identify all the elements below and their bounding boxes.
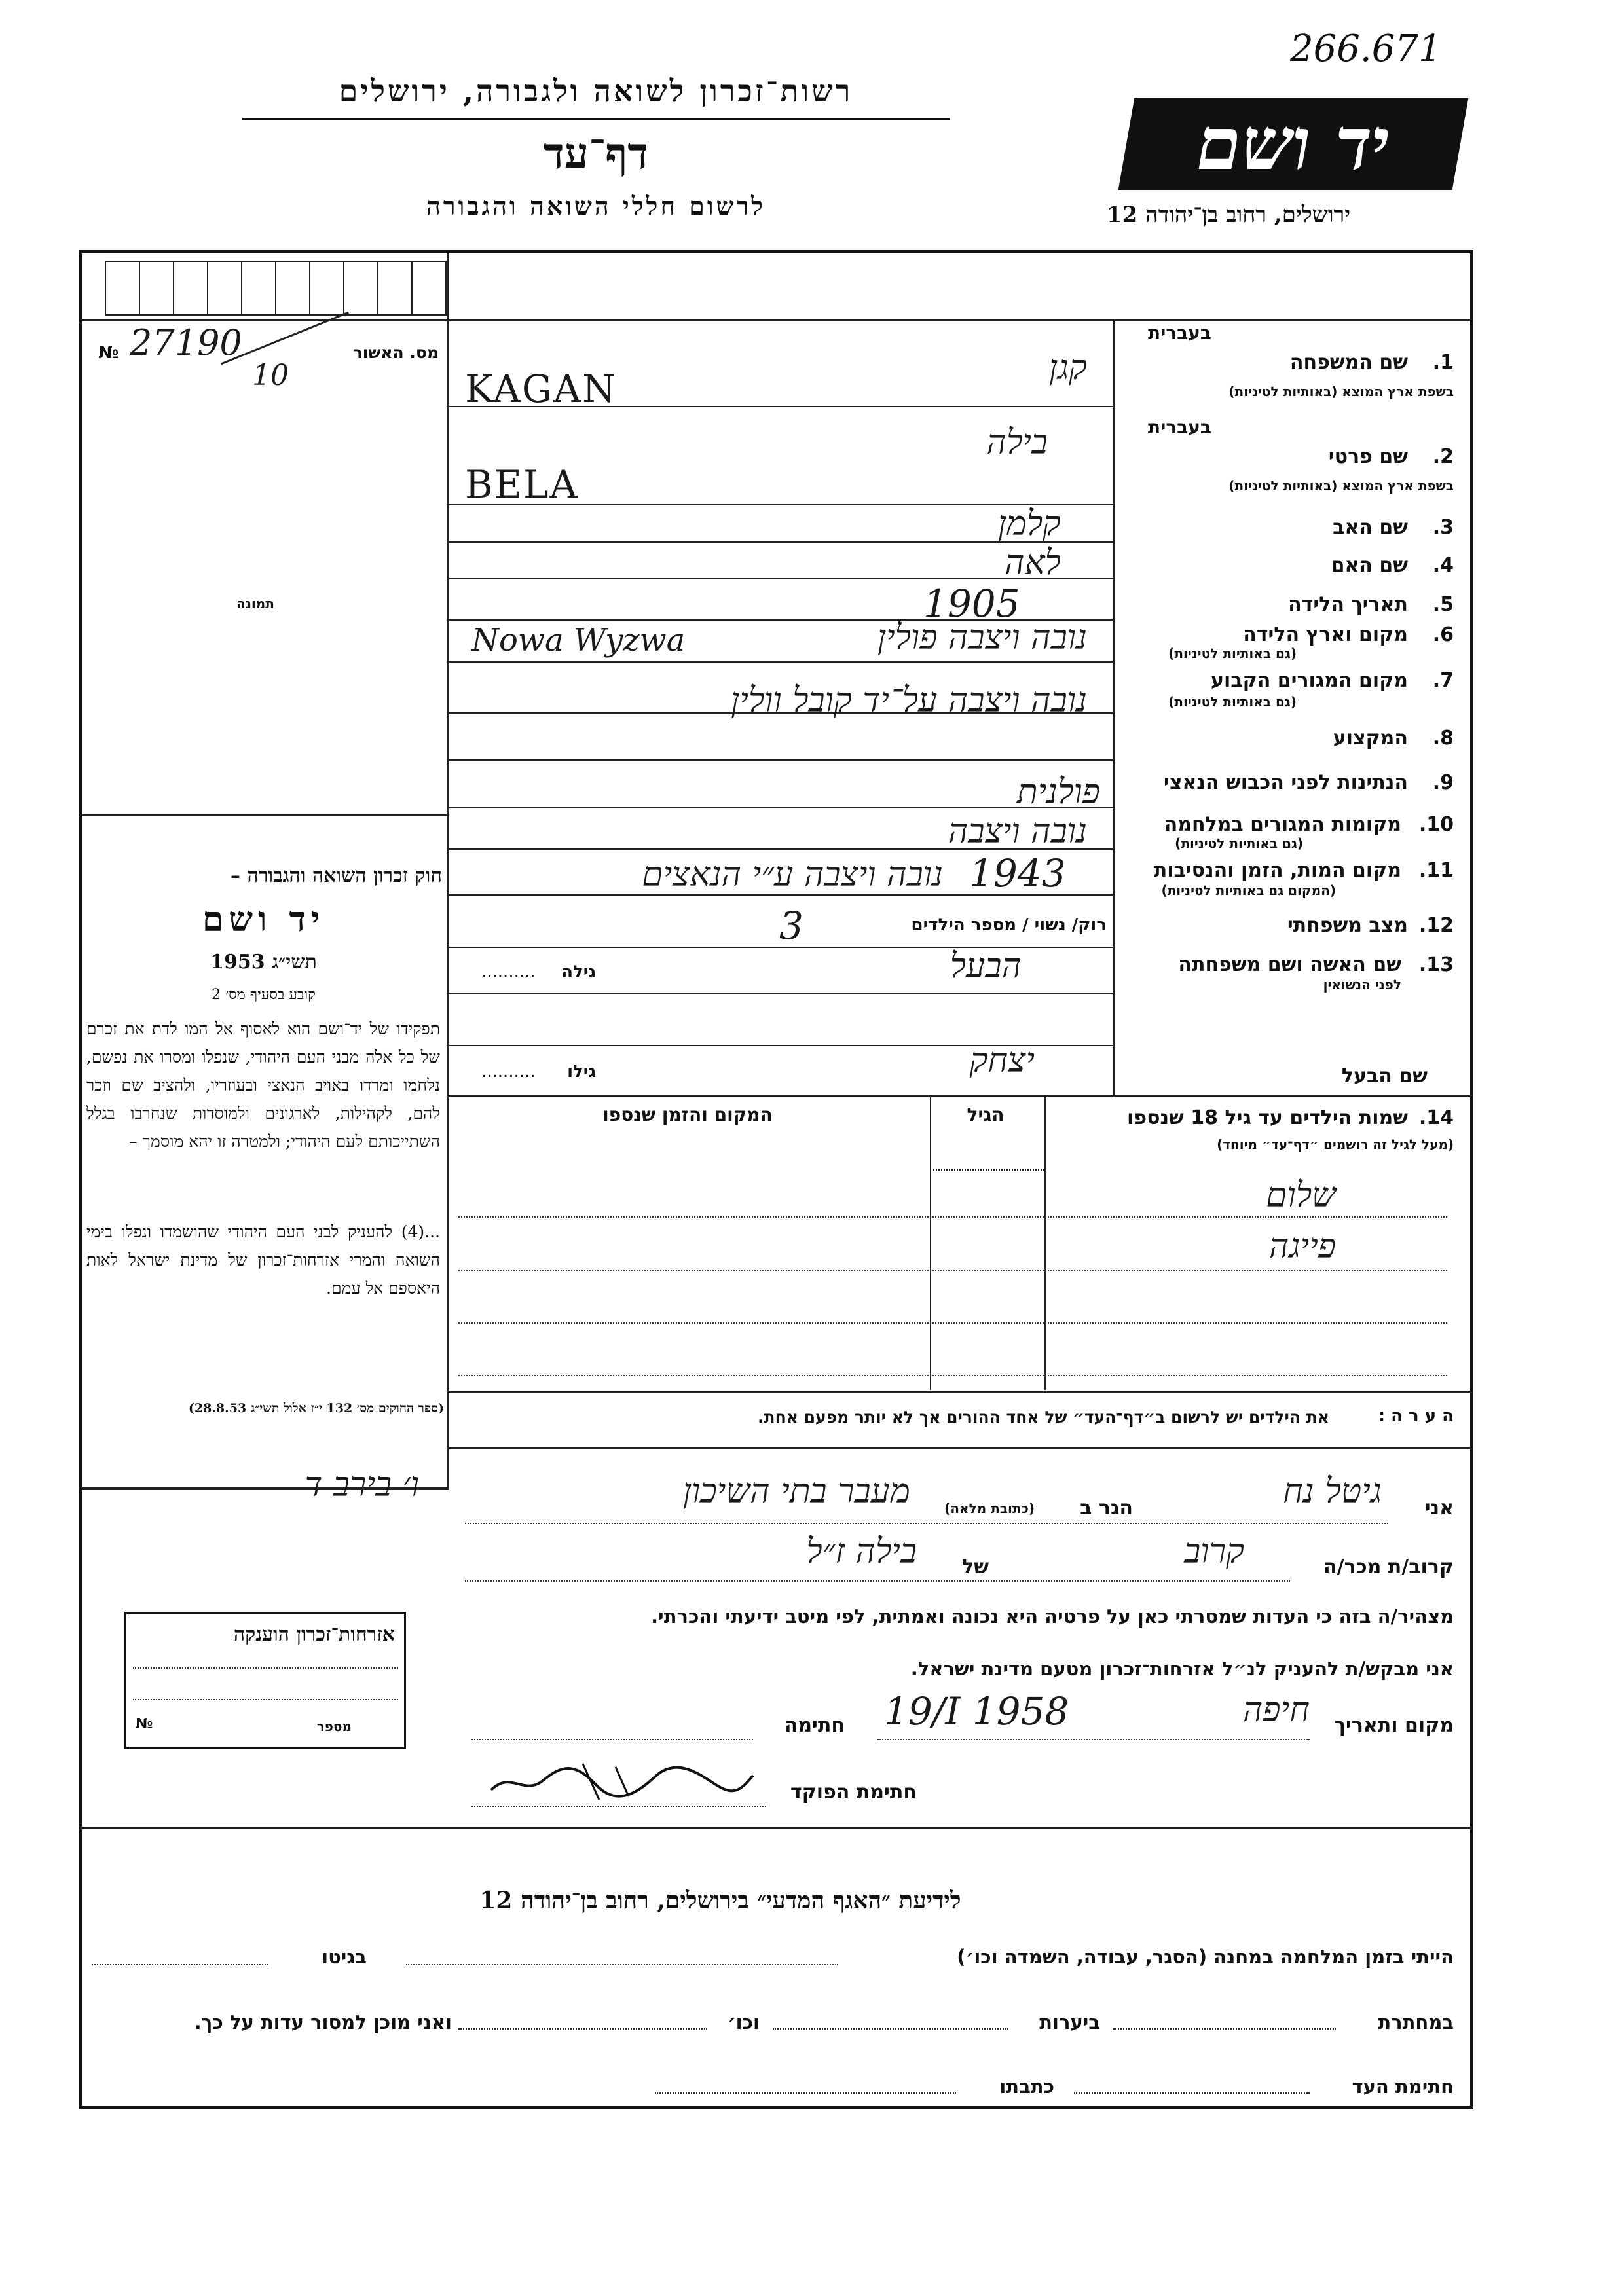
field-13-value: הבעל xyxy=(950,947,1022,986)
declaration-address: מעבר בתי השיכון xyxy=(682,1472,910,1511)
law-name: יד ושם xyxy=(202,900,325,939)
bottom-line1-dots-2 xyxy=(92,1964,268,1965)
bottom-line2-dots-2 xyxy=(773,2028,1008,2030)
field-2-number: 2. xyxy=(1432,445,1454,468)
field-2-hebrew-value: בילה xyxy=(986,423,1048,462)
bottom-line1-a: הייתי בזמן המלחמה במחנה (הסגר, עבודה, השמדה וכו׳) xyxy=(957,1946,1454,1968)
field-2-sub: בשפת ארץ המוצא (באותיות לטיניות) xyxy=(1228,478,1454,494)
bottom-line2-dots-1 xyxy=(1113,2028,1336,2030)
bottom-line2-b: ביערות xyxy=(1039,2011,1100,2033)
field-6-latin-value: Nowa Wyzwa xyxy=(471,622,686,659)
field-5-value: 1905 xyxy=(923,581,1020,626)
children-number: 14. xyxy=(1418,1106,1454,1129)
declaration-resides-label: הגר ב xyxy=(1080,1497,1133,1520)
children-age-header: הגיל xyxy=(967,1104,1005,1125)
bottom-line3-dots-2 xyxy=(655,2092,956,2094)
husband-value: יצחק xyxy=(969,1041,1035,1080)
officer-signature-label: חתימת הפוקד xyxy=(790,1781,917,1804)
signature-label: חתימה xyxy=(784,1714,845,1737)
citizenship-title: אזרחות־זכרון הוענקה xyxy=(233,1623,395,1646)
children-col-divider-1 xyxy=(930,1095,931,1390)
child-name-2: פייגה xyxy=(1268,1227,1336,1266)
law-clause: קובע בסעיף מס׳ 2 xyxy=(212,987,316,1003)
row-top xyxy=(448,319,1471,321)
label-column-divider xyxy=(1113,319,1115,1095)
law-title: חוק זכרון השואה והגבורה – xyxy=(231,864,442,887)
date-value: 19/I 1958 xyxy=(884,1689,1069,1734)
field-3-value: קלמן xyxy=(997,504,1061,543)
cert-number: 27190 xyxy=(130,322,242,363)
bottom-section-top xyxy=(81,1827,1471,1829)
field-9-number: 9. xyxy=(1432,771,1454,794)
field-13-label: שם האשה ושם משפחתה xyxy=(1178,953,1401,976)
husband-age-dots: .......... xyxy=(481,1062,536,1082)
field-1-label: שם המשפחה xyxy=(1289,351,1408,374)
row-line xyxy=(448,759,1113,761)
declaration-i-label: אני xyxy=(1424,1497,1454,1520)
field-5-label: תאריך הלידה xyxy=(1288,593,1408,616)
field-13-number: 13. xyxy=(1418,953,1454,976)
row-line xyxy=(448,661,1113,663)
declaration-statement: מצהיר/ה בזה כי העדות שמסרתי כאן על פרטיה היא נכונה ואמתית, לפי מיטב ידיעתי והכרתי. xyxy=(651,1605,1454,1628)
note-bottom xyxy=(448,1447,1471,1449)
field-11-value: נובה ויצבה ע״י הנאצים xyxy=(642,855,943,894)
children-header-line xyxy=(930,1169,1044,1171)
citizenship-number-prefix: № xyxy=(136,1716,153,1732)
declaration-line-1 xyxy=(465,1523,1388,1524)
field-13-age-label: גילה xyxy=(561,962,596,982)
index-boxes xyxy=(105,261,447,316)
children-row-line xyxy=(458,1375,1447,1376)
declaration-name: גיטל נח xyxy=(1283,1472,1382,1511)
field-4-label: שם האם xyxy=(1331,554,1408,577)
signature-line xyxy=(471,1739,753,1740)
field-5-number: 5. xyxy=(1432,593,1454,616)
place-value: חיפה xyxy=(1242,1690,1310,1730)
bottom-line3-b: כתבתו xyxy=(999,2075,1054,2098)
field-6-sub: (גם באותיות לטיניות) xyxy=(1168,646,1297,661)
field-2-label: שם פרטי xyxy=(1328,445,1408,468)
citizenship-number-label: מספר xyxy=(316,1719,352,1734)
field-7-number: 7. xyxy=(1432,669,1454,692)
form-title: דף־עד xyxy=(543,128,649,179)
field-10-label: מקומות המגורים במלחמה xyxy=(1164,813,1401,836)
field-11-year: 1943 xyxy=(969,851,1066,896)
cert-number-label: מס. האשור xyxy=(352,343,439,362)
bottom-line2-d: ואני מוכן למסור עדות על כך. xyxy=(194,2011,452,2033)
field-12-options: רוק/ נשוי / מספר הילדים xyxy=(911,915,1107,935)
declaration-relative-label: קרוב/ת מכר/ה xyxy=(1323,1556,1454,1578)
field-13-sub: לפני הנשואין xyxy=(1323,977,1401,993)
note-text: את הילדים יש לרשום ב״דף־העד״ של אחד ההורים אך לא יותר מפעם אחת. xyxy=(758,1408,1329,1427)
declaration-of-label: של xyxy=(962,1556,989,1578)
field-12-number: 12. xyxy=(1418,914,1454,937)
child-name-1: שלום xyxy=(1266,1176,1336,1215)
children-top xyxy=(448,1095,1471,1097)
field-11-number: 11. xyxy=(1418,859,1454,882)
declaration-request: אני מבקש/ת להעניק לנ״ל אזרחות־זכרון מטעם מדינת ישראל. xyxy=(910,1658,1454,1680)
law-year: תשי״ג 1953 xyxy=(210,951,317,974)
form-subtitle: לרשום חללי השואה והגבורה xyxy=(426,191,766,221)
field-1-sub: בשפת ארץ המוצא (באותיות לטיניות) xyxy=(1228,384,1454,399)
officer-signature-line xyxy=(471,1806,766,1807)
law-reference: (ספר החוקים מס׳ 132 י״ז אלול תשי״ג 28.8.53) xyxy=(188,1401,444,1415)
address: ירושלים, רחוב בן־יהודה 12 xyxy=(1107,202,1351,228)
field-12-children: 3 xyxy=(779,903,803,948)
field-7-sub: (גם באותיות לטיניות) xyxy=(1168,694,1297,710)
field-12-label: מצב משפחתי xyxy=(1287,914,1408,937)
lang-hebrew-1: בעברית xyxy=(1147,322,1211,344)
handwritten-number: 266.671 xyxy=(1290,27,1442,70)
photo-bottom xyxy=(81,814,448,816)
children-label: שמות הילדים עד גיל 18 שנספו xyxy=(1127,1106,1408,1129)
header-rule xyxy=(242,118,950,120)
field-3-label: שם האב xyxy=(1333,516,1408,539)
yad-vashem-logo: יד ושם xyxy=(1118,98,1469,190)
bottom-line1-b: בגיטו xyxy=(322,1946,367,1968)
declaration-line-2 xyxy=(465,1580,1290,1582)
left-margin-note: ו׳ בירב ד xyxy=(304,1465,419,1504)
field-1-latin-value: KAGAN xyxy=(465,367,617,411)
field-6-label: מקום וארץ הלידה xyxy=(1243,623,1408,646)
row-line xyxy=(448,993,1113,994)
field-6-value: נובה ויצבה פולין xyxy=(877,618,1087,657)
bottom-title: לידיעת ״האגף המדעי״ בירושלים, רחוב בן־יהודה 12 xyxy=(479,1887,961,1914)
field-13-age-dots: .......... xyxy=(481,962,536,982)
field-10-value: נובה ויצבה xyxy=(948,812,1087,851)
place-date-label: מקום ותאריך xyxy=(1334,1714,1454,1737)
field-10-number: 10. xyxy=(1418,813,1454,836)
officer-signature xyxy=(485,1744,760,1810)
field-6-number: 6. xyxy=(1432,623,1454,646)
children-row-line xyxy=(458,1270,1447,1271)
field-4-value: לאה xyxy=(1005,543,1061,583)
citizenship-box xyxy=(124,1612,406,1749)
cert-row-top xyxy=(81,319,448,321)
field-1-hebrew-value: קגן xyxy=(1048,348,1087,388)
field-7-value: נובה ויצבה על־יד קובל וולין xyxy=(730,681,1087,720)
children-place-header: המקום והזמן שנספו xyxy=(602,1104,773,1125)
declaration-address-hint: (כתובת מלאה) xyxy=(944,1501,1035,1516)
bottom-line3-a: חתימת העד xyxy=(1352,2075,1454,2098)
husband-age-label: גילו xyxy=(567,1062,596,1082)
bottom-line3-dots-1 xyxy=(1074,2092,1310,2094)
bottom-line2-a: במחתרת xyxy=(1378,2011,1454,2033)
bottom-line1-dots xyxy=(406,1964,838,1965)
lang-hebrew-2: בעברית xyxy=(1147,416,1211,438)
place-date-line xyxy=(877,1739,1310,1740)
note-top xyxy=(448,1391,1471,1393)
left-panel-divider xyxy=(447,253,449,1490)
law-text-1: תפקידו של יד־ושם הוא לאסוף אל המו לדת את זכרם של כל אלה מבני העם היהודי, שנפלו ומסרו את נפשם, נלחמו ומרדו באויב הנאצי ובעוזריו, ולהציב שם וזכר להם, לקהילות, לארגונים ולמוסדות שנחרבו בגלל השתייכותם לעם היהודי; ולמטרה זו יהא מוסמך – xyxy=(86,1019,440,1151)
cert-prefix: № xyxy=(98,343,119,363)
cert-fraction: 10 xyxy=(252,359,289,392)
field-4-number: 4. xyxy=(1432,554,1454,577)
field-10-sub: (גם באותיות לטיניות) xyxy=(1175,835,1303,851)
declaration-of: בילה ז״ל xyxy=(806,1532,917,1571)
children-sub: (מעל לגיל זה רושמים ״דף־עד״ מיוחד) xyxy=(1217,1137,1454,1152)
field-9-value: פולנית xyxy=(1016,773,1100,812)
children-row-line xyxy=(458,1216,1447,1218)
bottom-line2-dots-3 xyxy=(458,2028,707,2030)
field-11-sub: (המקום גם באותיות לטיניות) xyxy=(1161,883,1336,898)
organization-name: רשות־זכרון לשואה ולגבורה, ירושלים xyxy=(339,73,853,109)
husband-label: שם הבעל xyxy=(1341,1065,1428,1087)
bottom-line2-c: וכו׳ xyxy=(727,2011,760,2033)
field-7-label: מקום המגורים הקבוע xyxy=(1211,669,1408,692)
field-3-number: 3. xyxy=(1432,516,1454,539)
field-11-label: מקום המות, הזמן והנסיבות xyxy=(1153,859,1401,882)
photo-label: תמונה xyxy=(236,596,274,611)
declaration-relative: קרוב xyxy=(1184,1532,1244,1571)
children-col-divider-2 xyxy=(1044,1095,1046,1390)
law-text-2: ...(4) להעניק לבני העם היהודי שהושמדו ונפלו בימי השואה והמרי אזרחות־זכרון של מדינת ישראל לאות היאספם אל עמם. xyxy=(86,1222,440,1298)
children-row-line xyxy=(458,1322,1447,1324)
field-2-latin-value: BELA xyxy=(465,462,579,507)
field-1-number: 1. xyxy=(1432,351,1454,374)
field-9-label: הנתינות לפני הכבוש הנאצי xyxy=(1164,771,1408,794)
field-8-number: 8. xyxy=(1432,727,1454,750)
note-label: ה ע ר ה : xyxy=(1378,1406,1454,1426)
field-8-label: המקצוע xyxy=(1333,727,1408,750)
